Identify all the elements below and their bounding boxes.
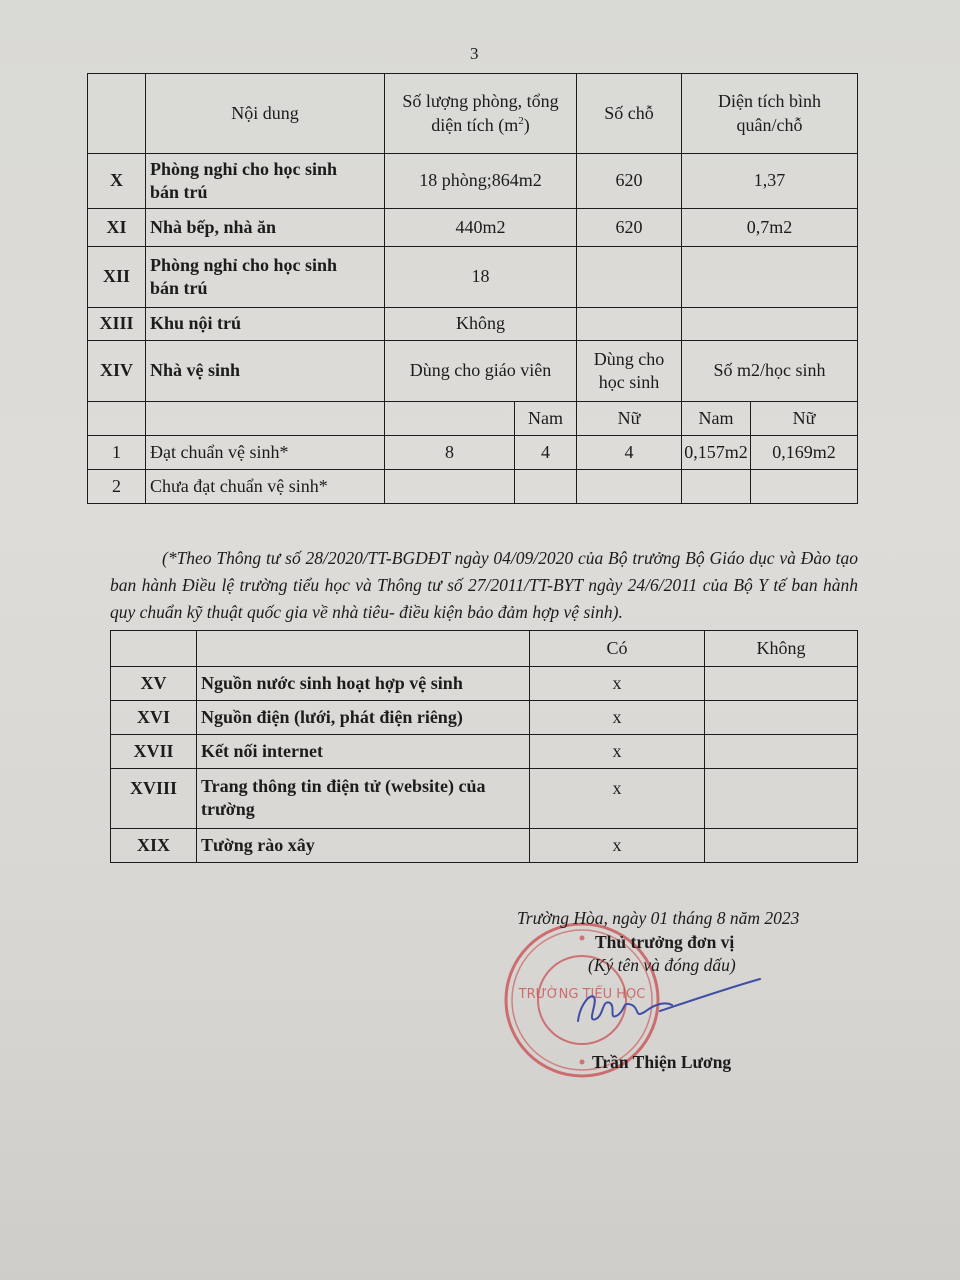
header-dien-tich: Diện tích bình quân/chỗ: [682, 74, 858, 154]
footnote: (*Theo Thông tư số 28/2020/TT-BGDĐT ngày 04/09/2020 của Bộ trưởng Bộ Giáo dục và Đào tạo ban hành Điều lệ trường tiểu học và Thông tư số 27/2011/TT-BYT ngày 24/6/2011 của Bộ Y tế ban hành quy chuẩn kỹ thuật quốc gia về nhà tiêu- điều kiện bảo đảm hợp vệ sinh).: [110, 548, 858, 623]
table-row: XVIII Trang thông tin điện tử (website) của trường x: [111, 769, 858, 829]
svg-text:TRƯỜNG TIỂU HỌC: TRƯỜNG TIỂU HỌC: [518, 987, 646, 1002]
facilities-table: [87, 73, 858, 504]
table-row: 2 Chưa đạt chuẩn vệ sinh*: [88, 470, 858, 504]
header-so-luong: Số lượng phòng, tổng diện tích $(m^2)$: [385, 74, 577, 154]
table-row: XVI Nguồn điện (lưới, phát điện riêng) x: [111, 701, 858, 735]
table-row: XII Phòng nghỉ cho học sinh bán trú 18: [88, 247, 858, 308]
table-row: 1 Đạt chuẩn vệ sinh* 8 4 4 0,157m2 0,169m2: [88, 436, 858, 470]
header-so-cho: Số chỗ: [577, 74, 682, 154]
table-subheader-row: Nam Nữ Nam Nữ: [88, 402, 858, 436]
table-row: X Phòng nghỉ cho học sinh bán trú 18 phòng;864m2 620 1,37: [88, 154, 858, 209]
table-row: XIII Khu nội trú Không: [88, 308, 858, 341]
page-number: 3: [470, 44, 479, 63]
header-noi-dung: Nội dung: [146, 74, 385, 154]
header-khong: Không: [705, 631, 858, 667]
table-row: XI Nhà bếp, nhà ăn 440m2 620 0,7m2: [88, 209, 858, 247]
table-row-toilet: XIV Nhà vệ sinh Dùng cho giáo viên Dùng cho học sinh Số m2/học sinh: [88, 341, 858, 402]
signature-date: Trường Hòa, ngày 01 tháng 8 năm 2023: [517, 908, 800, 928]
signature-icon: [560, 975, 770, 1045]
signatory-name: Trần Thiện Lương: [592, 1052, 732, 1072]
table-row: XVII Kết nối internet x: [111, 735, 858, 769]
signature-subtitle: (Ký tên và đóng dấu): [588, 955, 736, 975]
table-header-row: [88, 74, 858, 154]
infrastructure-table: [110, 630, 858, 863]
signature-title: Thủ trưởng đơn vị: [595, 932, 735, 952]
header-co: Có: [530, 631, 705, 667]
table-row: XV Nguồn nước sinh hoạt hợp vệ sinh x: [111, 667, 858, 701]
table-row: XIX Tường rào xây x: [111, 829, 858, 863]
table-header-row: [111, 631, 858, 667]
